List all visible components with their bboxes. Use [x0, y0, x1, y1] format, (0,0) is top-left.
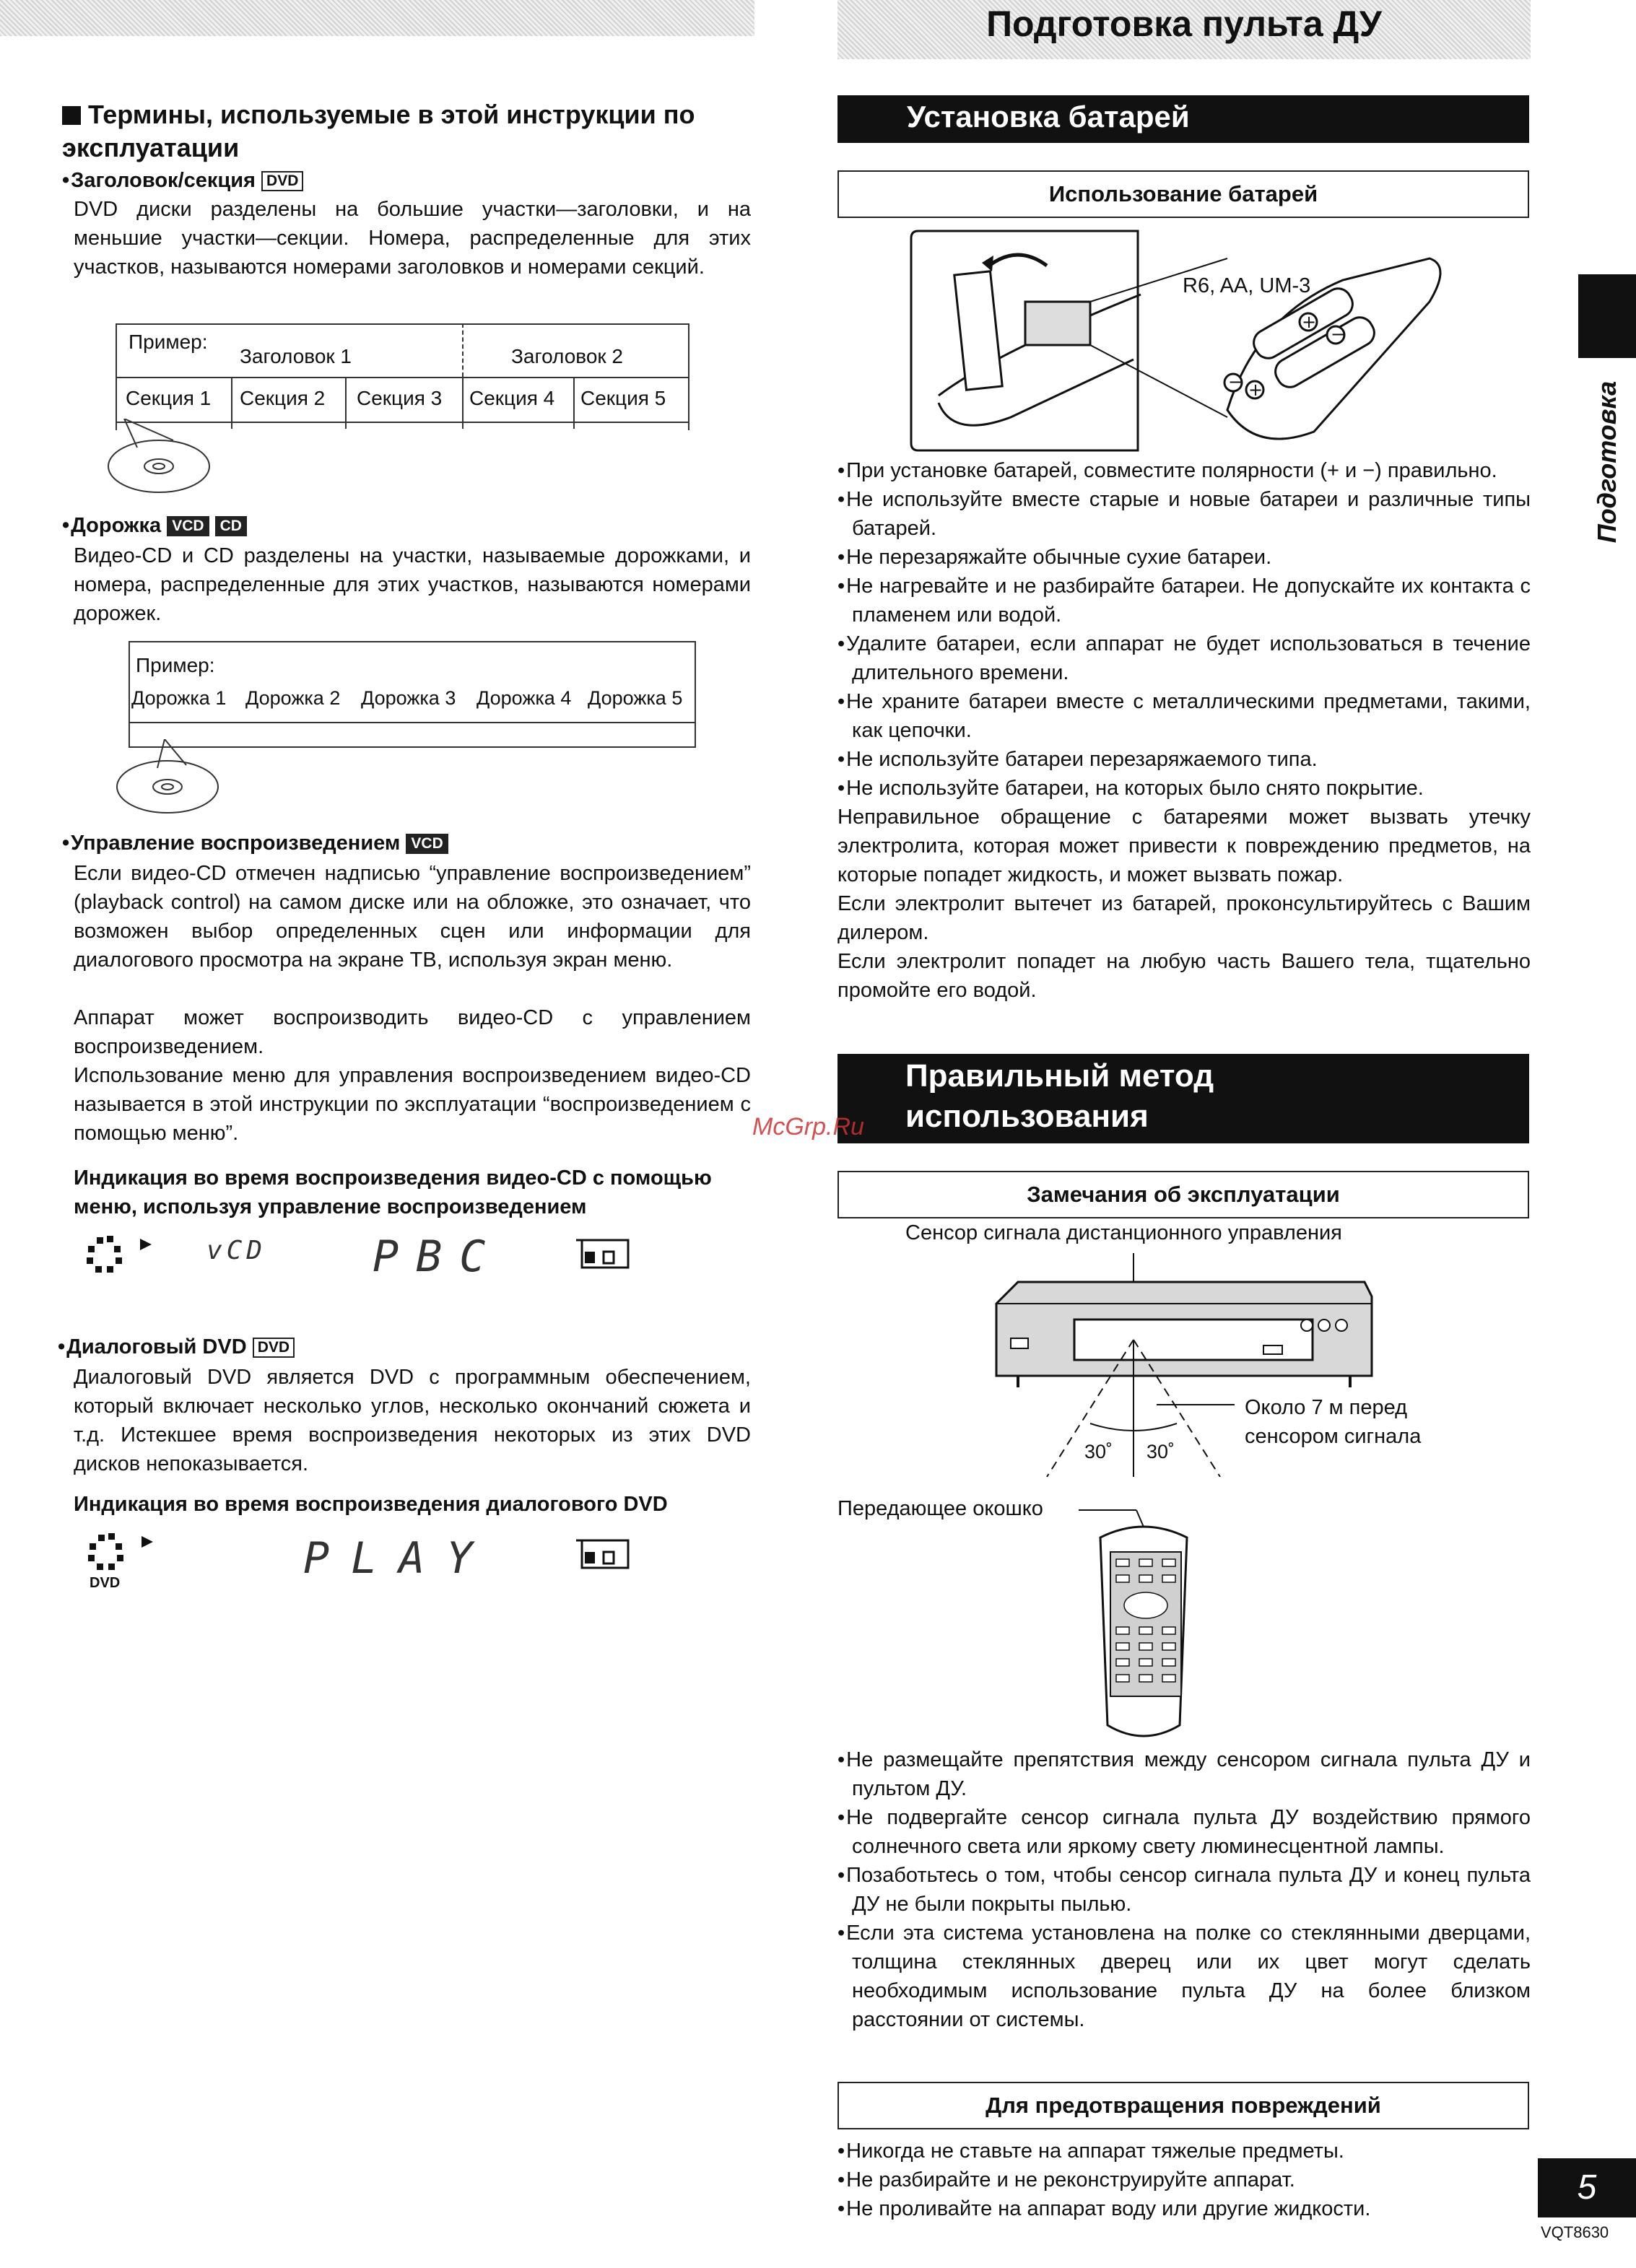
disc-dvd-label: DVD [90, 1575, 121, 1591]
dvd-tag: DVD [261, 171, 303, 191]
battery-bullet: • Не нагревайте и не разбирайте батареи. Не допускайте их контакта с пламенем или водой. [837, 572, 1531, 629]
track-label: • Дорожка VCD CD [62, 514, 247, 538]
display-box-icon-2 [575, 1539, 632, 1582]
track-3: Дорожка 3 [361, 687, 456, 709]
vcd-tag: VCD [167, 516, 209, 536]
title-chapter-label: • Заголовок/секция DVD [62, 169, 303, 193]
vcd-tag-2: VCD [406, 834, 448, 854]
distance-label: Около 7 м перед сенсором сигнала [1245, 1396, 1422, 1448]
battery-bullet: • При установке батарей, совместите полярности (+ и −) правильно. [837, 456, 1531, 485]
battery-types: R6, AA, UM-3 [1183, 274, 1311, 297]
track-2: Дорожка 2 [245, 687, 341, 709]
track-example-label: Пример: [136, 654, 215, 676]
battery-bullet: • Не используйте батареи перезаряжаемого типа. [837, 745, 1531, 774]
interactive-dvd-label: • Диалоговый DVD DVD [58, 1335, 295, 1359]
terms-heading: Термины, используемые в этой инструкции по эксплуатации [62, 100, 695, 162]
track-1: Дорожка 1 [131, 687, 227, 709]
cd-tag: CD [215, 516, 247, 536]
header-bar [837, 0, 1531, 59]
title-1: Заголовок 1 [240, 345, 352, 367]
disc-spinning-icon-2 [81, 1533, 153, 1576]
usage-subtitle: Замечания об эксплуатации [837, 1171, 1529, 1218]
chapter-5: Секция 5 [580, 387, 666, 409]
battery-paragraph: Если электролит вытечет из батарей, проконсультируйтесь с Вашим дилером. [837, 892, 1531, 944]
sensor-label: Сенсор сигнала дистанционного управления [905, 1221, 1342, 1244]
usage-bullet: • Не подвергайте сенсор сигнала пульта ДУ воздействию прямого солнечного света или яркому свету люминесцентной лампы. [837, 1803, 1531, 1861]
page-number-box [1538, 2158, 1636, 2217]
usage-notes [837, 1745, 1531, 2034]
angle-right: 30˚ [1146, 1441, 1175, 1462]
top-left-hatch [0, 0, 754, 36]
battery-illustration [910, 230, 1458, 453]
example-label: Пример: [129, 331, 208, 353]
side-tab-label: Подготовка [1592, 380, 1622, 544]
display-vcd: vCD [206, 1236, 267, 1265]
pbc-p2: Аппарат может воспроизводить видео-CD с управлением воспроизведением. [74, 1006, 751, 1058]
track-4: Дорожка 4 [477, 687, 572, 709]
page-number: 5 [1577, 2168, 1597, 2207]
damage-bullet: • Никогда не ставьте на аппарат тяжелые предметы. [837, 2137, 1487, 2165]
title-2: Заголовок 2 [511, 345, 623, 367]
track-baseline [129, 722, 696, 723]
battery-bullet: • Не перезаряжайте обычные сухие батареи. [837, 543, 1531, 572]
display-play: PLAY [303, 1533, 495, 1584]
disc-icon [101, 419, 224, 498]
disc-spinning-icon [79, 1236, 152, 1279]
svg-text:−: − [1228, 372, 1243, 392]
svg-text:−: − [1331, 324, 1346, 344]
battery-paragraph: Если электролит попадет на любую часть Вашего тела, тщательно промойте его водой. [837, 950, 1531, 1002]
svg-text:+: + [1302, 312, 1317, 332]
doc-code: VQT8630 [1541, 2223, 1609, 2241]
transmitter-label: Передающее окошко [837, 1497, 1043, 1520]
title-divider [116, 377, 689, 378]
page-title: Подготовка пульта ДУ [986, 4, 1382, 44]
damage-bullet: • Не проливайте на аппарат воду или другие жидкости. [837, 2194, 1487, 2223]
battery-bullet: • Не используйте батареи, на которых было снято покрытие. [837, 774, 1531, 803]
remote-control [1079, 1509, 1209, 1740]
battery-section-title: Установка батарей [837, 95, 1529, 143]
damage-bullet: • Не разбирайте и не реконструируйте аппарат. [837, 2165, 1487, 2194]
battery-subtitle: Использование батарей [837, 170, 1529, 218]
pbc-p3: Использование меню для управления воспроизведением видео-CD называется в этой инструкции по эксплуатации “воспроизведением с помощью меню”. [74, 1064, 751, 1145]
svg-text:+: + [1248, 380, 1263, 400]
usage-section-title: Правильный метод использования [837, 1054, 1529, 1143]
interactive-indication-heading: Индикация во время воспроизведения диалогового DVD [74, 1493, 668, 1516]
usage-bullet: • Позаботьтесь о том, чтобы сенсор сигнала пульта ДУ и конец пульта ДУ не были покрыты пылью. [837, 1861, 1531, 1919]
title-chapter-text: DVD диски разделены на большие участки—заголовки, и на меньшие участки—секции. Номера, распределенные для этих участков, называются номерами заголовков и номерами секций. [74, 198, 751, 279]
chapter-1: Секция 1 [126, 387, 212, 409]
damage-subtitle: Для предотвращения повреждений [837, 2082, 1529, 2129]
usage-bullet: • Если эта система установлена на полке со стеклянными дверцами, толщина стеклянных дверец или их цвет могут сделать необходимым использование пульта ДУ на более близком расстоянии от системы. [837, 1919, 1531, 2034]
pbc-indication-heading: Индикация во время воспроизведения видео-CD с помощью меню, используя управление воспроизведением [74, 1166, 712, 1218]
pbc-p1: Если видео-CD отмечен надписью “управление воспроизведением” (playback control) на самом диске или на обложке, это означает, что возможен выбор определенных сцен или информации для диалогового просмотра на экране ТВ, используя экран меню. [74, 862, 751, 972]
dvd-tag-2: DVD [253, 1338, 295, 1358]
chapter-2: Секция 2 [240, 387, 326, 409]
battery-bullet: • Не храните батареи вместе с металлическими предметами, такими, как цепочки. [837, 687, 1531, 745]
side-tab-block [1578, 274, 1636, 358]
battery-bullet: • Не используйте вместе старые и новые батареи и различные типы батарей. [837, 485, 1531, 543]
square-bullet-icon [62, 106, 81, 125]
title-split [462, 323, 464, 377]
track-text: Видео-CD и CD разделены на участки, называемые дорожками, и номера, распределенные для этих участков, называются номерами дорожек. [74, 544, 751, 625]
watermark: McGrp.Ru [752, 1113, 864, 1140]
display-box-icon [575, 1239, 632, 1282]
display-pbc: PBC [373, 1231, 503, 1282]
interactive-dvd-text: Диалоговый DVD является DVD с программным обеспечением, который включает несколько углов, несколько окончаний сюжета и т.д. Истекшее время воспроизведения некоторых из этих DVD дисков непоказывается. [74, 1366, 751, 1475]
battery-notes [837, 456, 1531, 1005]
pbc-label: • Управление воспроизведением VCD [62, 832, 448, 855]
usage-bullet: • Не размещайте препятствия между сенсором сигнала пульта ДУ и пультом ДУ. [837, 1745, 1531, 1803]
chapter-4: Секция 4 [469, 387, 555, 409]
chapter-3: Секция 3 [357, 387, 443, 409]
disc-icon-2 [107, 739, 230, 819]
battery-bullet: • Удалите батареи, если аппарат не будет использоваться в течение длительного времени. [837, 629, 1531, 687]
damage-notes [837, 2137, 1487, 2223]
battery-paragraph: Неправильное обращение с батареями может вызвать утечку электролита, которая может привести к повреждению предметов, на которые попадет жидкость, и может вызвать пожар. [837, 806, 1531, 886]
track-5: Дорожка 5 [588, 687, 683, 709]
angle-left: 30˚ [1084, 1441, 1113, 1462]
